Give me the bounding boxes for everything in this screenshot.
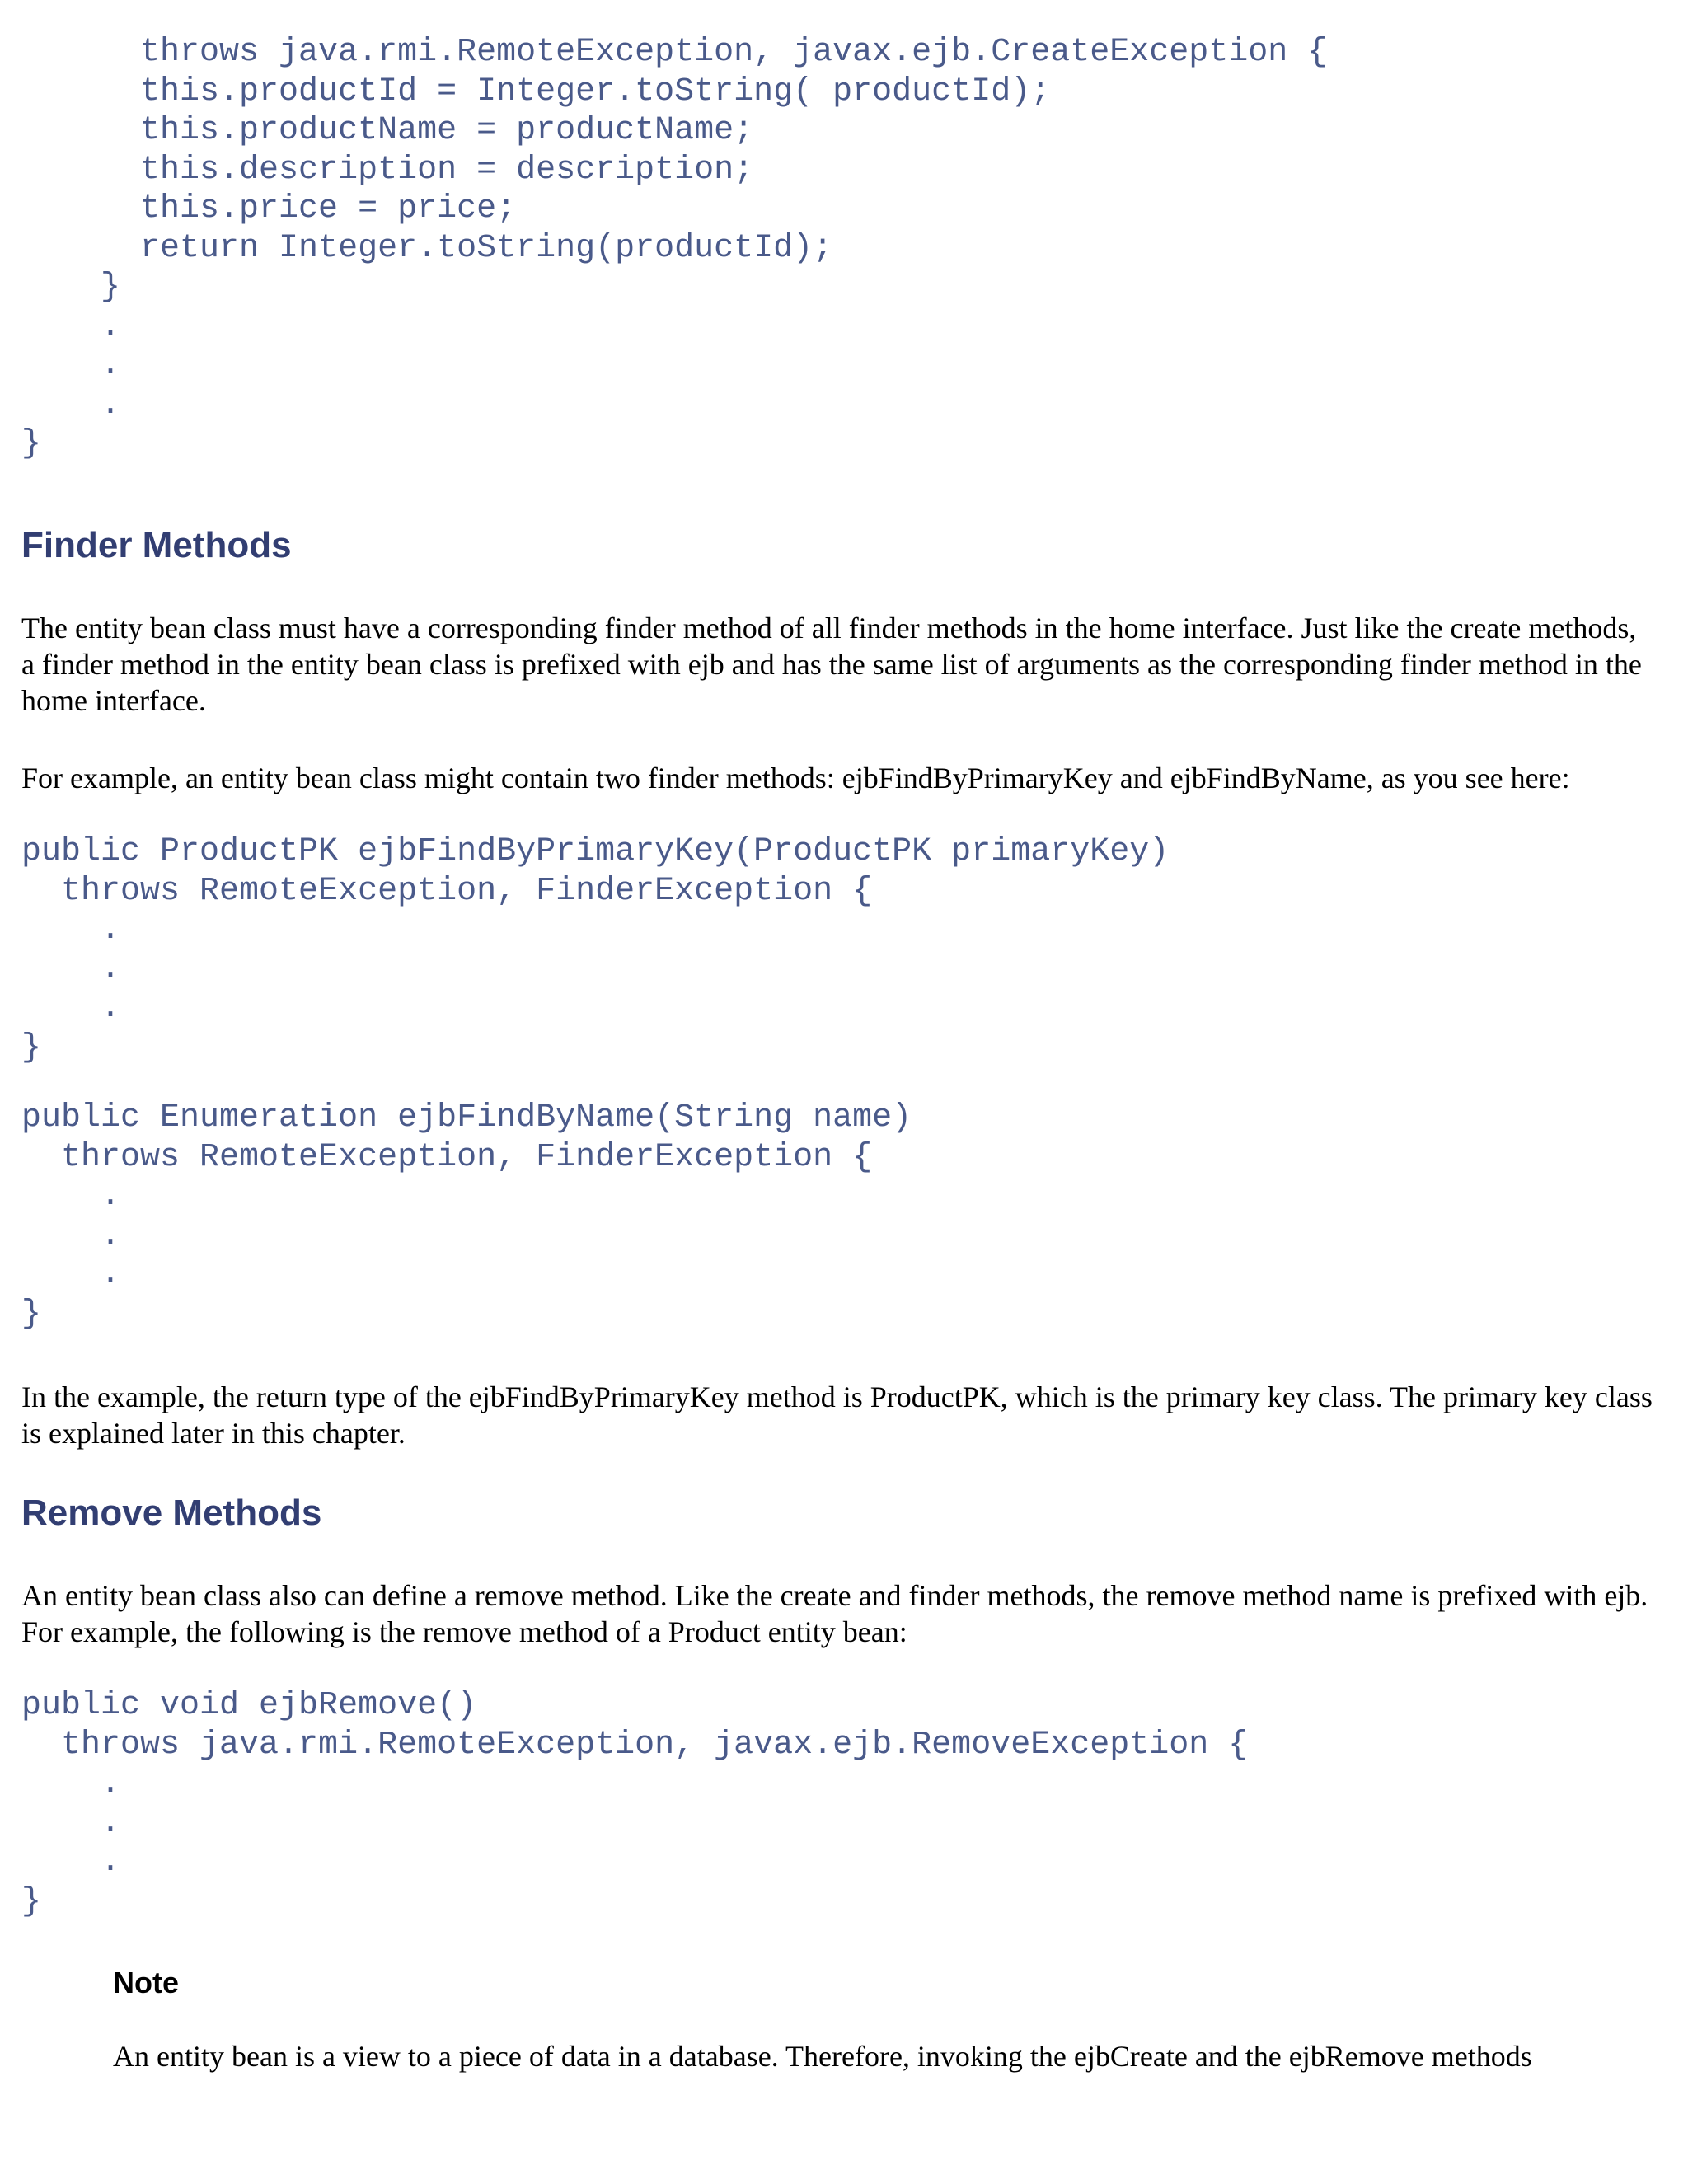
- code-line: .: [21, 912, 121, 949]
- code-line: .: [21, 1256, 121, 1293]
- code-line: throws RemoteException, FinderException {: [21, 872, 873, 910]
- code-line: }: [21, 1029, 42, 1066]
- finder-paragraph-1: The entity bean class must have a corresponding finder method of all finder methods in the home interface. Just like the create methods, a finder method in the entity bean class is prefixed with ejb and has the same list of arguments as the corresponding finder method in the home interface.: [21, 612, 1642, 717]
- section-heading-finder-methods: Finder Methods: [21, 525, 292, 565]
- code-line: this.productId = Integer.toString( productId);: [21, 73, 1051, 110]
- code-block-create-method: [21, 33, 1327, 464]
- note-block: [113, 1966, 1638, 2074]
- code-line: .: [21, 990, 121, 1027]
- code-line: this.description = description;: [21, 151, 754, 189]
- section-heading-remove-methods: Remove Methods: [21, 1493, 322, 1533]
- code-line: .: [21, 307, 121, 345]
- code-block-find-by-primary-key: [21, 832, 1169, 1067]
- code-line: .: [21, 1765, 121, 1802]
- code-line: public ProductPK ejbFindByPrimaryKey(ProductPK primaryKey): [21, 833, 1170, 870]
- code-line: }: [21, 1882, 42, 1920]
- code-line: .: [21, 950, 121, 988]
- code-line: public Enumeration ejbFindByName(String name): [21, 1099, 912, 1137]
- code-line: .: [21, 1804, 121, 1842]
- code-block-find-by-name: [21, 1099, 912, 1333]
- code-block-ejb-remove: [21, 1686, 1248, 1921]
- code-line: .: [21, 1844, 121, 1881]
- code-line: public void ejbRemove(): [21, 1687, 477, 1724]
- note-title: Note: [113, 1966, 179, 1999]
- finder-paragraph-2: For example, an entity bean class might contain two finder methods: ejbFindByPrimaryKey and ejbFindByName, as you see here:: [21, 762, 1570, 794]
- code-line: .: [21, 1178, 121, 1215]
- code-line: .: [21, 1216, 121, 1254]
- code-line: }: [21, 425, 42, 462]
- code-line: .: [21, 386, 121, 424]
- code-line: throws java.rmi.RemoteException, javax.ejb.CreateException {: [21, 34, 1328, 71]
- code-line: }: [21, 269, 121, 306]
- remove-paragraph-1: An entity bean class also can define a remove method. Like the create and finder methods, the remove method name is prefixed with ejb. For example, the following is the remove method of a Product entity bean:: [21, 1579, 1648, 1648]
- code-line: return Integer.toString(productId);: [21, 229, 833, 267]
- note-text: An entity bean is a view to a piece of data in a database. Therefore, invoking the ejbCreate and the ejbRemove methods: [113, 2040, 1532, 2073]
- code-line: this.price = price;: [21, 190, 517, 227]
- code-line: .: [21, 347, 121, 384]
- code-line: throws RemoteException, FinderException {: [21, 1138, 873, 1176]
- code-line: throws java.rmi.RemoteException, javax.ejb.RemoveException {: [21, 1726, 1249, 1764]
- code-line: }: [21, 1295, 42, 1333]
- finder-paragraph-3: In the example, the return type of the ejbFindByPrimaryKey method is ProductPK, which is the primary key class. The primary key class is explained later in this chapter.: [21, 1380, 1653, 1450]
- code-line: this.productName = productName;: [21, 112, 754, 149]
